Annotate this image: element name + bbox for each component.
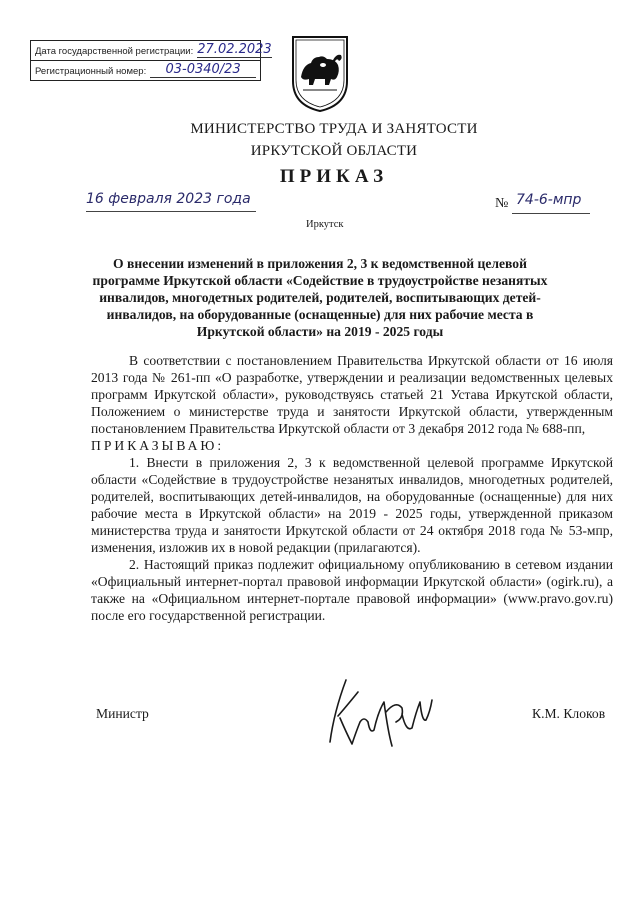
registration-date-row [31, 41, 272, 60]
item-1-paragraph: 1. Внести в приложения 2, 3 к ведомственной целевой программе Иркутской области «Содействие в трудоустройстве незанятых инвалидов, многодетных родителей, родителей, воспитывающих детей-инвалидов, на оборудованные (оснащенные) для них рабочие места в Иркутской области» на 2019 - 2025 годы, утвержденной приказом министерства труда и занятости Иркутской области от 24 октября 2018 года № 53-мпр, изменения, изложив их в новой редакции (прилагаются). [91, 455, 613, 555]
registration-date-value: 27.02.2023 [197, 42, 272, 57]
registration-stamp [30, 40, 272, 81]
item-2-paragraph: 2. Настоящий приказ подлежит официальному опубликованию в сетевом издании «Официальный интернет-портал правовой информации Иркутской области» (ogirk.ru), а также на «Официальном интернет-портале правовой информации» (www.pravo.gov.ru) после его государственной регистрации. [91, 557, 613, 623]
registration-number-label: Регистрационный номер: [35, 66, 147, 77]
city-name: Иркутск [306, 219, 344, 230]
ministry-name-line1: МИНИСТЕРСТВО ТРУДА И ЗАНЯТОСТИ [190, 121, 478, 137]
number-sign: № [495, 196, 509, 211]
registration-number-value: 03-0340/23 [150, 63, 256, 78]
command-word: ПРИКАЗЫВАЮ: [91, 438, 225, 453]
registration-number-row [31, 60, 260, 80]
ministry-name-line2: ИРКУТСКОЙ ОБЛАСТИ [250, 143, 418, 159]
signatory-position: Министр [96, 706, 149, 721]
registration-date-label: Дата государственной регистрации: [35, 46, 194, 57]
date-underline [86, 211, 256, 212]
coat-of-arms-icon [291, 35, 349, 113]
handwritten-signature [316, 672, 436, 750]
order-title: О внесении изменений в приложения 2, 3 к ведомственной целевой программе Иркутской области «Содействие в трудоустройстве незанятых инвалидов, многодетных родителей, родителей, воспитывающих детей-инвалидов, на оборудованные (оснащенные) для них рабочие места в Иркутской области» на 2019 - 2025 годы [92, 256, 548, 339]
order-number: 74-6-мпр [516, 192, 582, 208]
number-underline [512, 213, 590, 214]
document-type-heading: ПРИКАЗ [279, 166, 389, 187]
order-date: 16 февраля 2023 года [86, 191, 251, 207]
signatory-name: К.М. Клоков [532, 706, 606, 721]
order-body [91, 352, 613, 624]
preamble-paragraph: В соответствии с постановлением Правительства Иркутской области от 16 июля 2013 года № 261-пп «О разработке, утверждении и реализации ведомственных целевых программ Иркутской области», руководствуясь статьей 21 Устава Иркутской области, Положением о министерстве труда и занятости Иркутской области, утвержденным постановлением Правительства Иркутской области от 3 декабря 2012 года № 688-пп, [91, 353, 613, 436]
